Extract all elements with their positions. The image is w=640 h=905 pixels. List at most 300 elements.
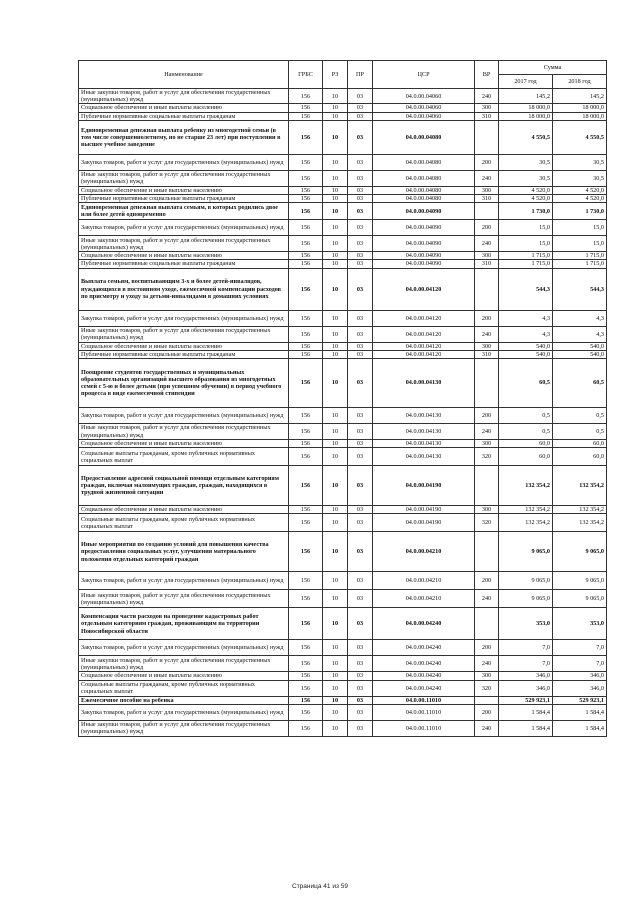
cell-name: Социальное обеспечение и иные выплаты населению bbox=[79, 252, 289, 260]
cell-sum-2017: 346,0 bbox=[499, 680, 553, 696]
table-row bbox=[79, 195, 607, 203]
header-vr: ВР bbox=[475, 61, 499, 89]
cell-grbs: 156 bbox=[289, 268, 323, 310]
cell-csr: 04.0.00.04130 bbox=[373, 448, 475, 466]
cell-pr: 03 bbox=[348, 268, 373, 310]
cell-vr: 300 bbox=[475, 186, 499, 194]
cell-sum-2018: 540,0 bbox=[553, 342, 607, 350]
cell-vr bbox=[475, 359, 499, 408]
cell-csr: 04.0.00.04190 bbox=[373, 466, 475, 506]
cell-sum-2018: 4 520,0 bbox=[553, 186, 607, 194]
cell-sum-2017: 60,0 bbox=[499, 440, 553, 448]
cell-rz: 10 bbox=[323, 236, 348, 252]
cell-name: Публичные нормативные социальные выплаты гражданам bbox=[79, 350, 289, 358]
cell-vr: 300 bbox=[475, 252, 499, 260]
cell-sum-2018: 15,0 bbox=[553, 236, 607, 252]
cell-vr bbox=[475, 268, 499, 310]
cell-pr: 03 bbox=[348, 514, 373, 532]
cell-name: Иные закупки товаров, работ и услуг для обеспечения государственных (муниципальных) нужд bbox=[79, 326, 289, 342]
cell-rz: 10 bbox=[323, 590, 348, 608]
cell-name: Закупка товаров, работ и услуг для государственных (муниципальных) нужд bbox=[79, 572, 289, 590]
cell-grbs: 156 bbox=[289, 448, 323, 466]
cell-name: Закупка товаров, работ и услуг для государственных (муниципальных) нужд bbox=[79, 408, 289, 424]
cell-rz: 10 bbox=[323, 506, 348, 514]
cell-sum-2017: 18 000,0 bbox=[499, 112, 553, 120]
cell-name: Публичные нормативные социальные выплаты гражданам bbox=[79, 195, 289, 203]
cell-grbs: 156 bbox=[289, 440, 323, 448]
cell-sum-2018: 1 584,4 bbox=[553, 720, 607, 736]
cell-csr: 04.0.00.04080 bbox=[373, 120, 475, 154]
cell-rz: 10 bbox=[323, 696, 348, 704]
cell-grbs: 156 bbox=[289, 640, 323, 656]
cell-csr: 04.0.00.04240 bbox=[373, 656, 475, 672]
table-row bbox=[79, 680, 607, 696]
cell-pr: 03 bbox=[348, 220, 373, 236]
cell-name: Социальное обеспечение и иные выплаты населению bbox=[79, 506, 289, 514]
cell-pr: 03 bbox=[348, 466, 373, 506]
cell-sum-2018: 15,0 bbox=[553, 220, 607, 236]
cell-sum-2017: 529 923,1 bbox=[499, 696, 553, 704]
cell-grbs: 156 bbox=[289, 104, 323, 112]
cell-grbs: 156 bbox=[289, 252, 323, 260]
cell-vr: 310 bbox=[475, 260, 499, 268]
table-row bbox=[79, 572, 607, 590]
cell-csr: 04.0.00.04210 bbox=[373, 572, 475, 590]
cell-vr: 300 bbox=[475, 672, 499, 680]
cell-sum-2018: 132 354,2 bbox=[553, 466, 607, 506]
cell-pr: 03 bbox=[348, 704, 373, 720]
cell-rz: 10 bbox=[323, 104, 348, 112]
cell-name: Закупка товаров, работ и услуг для государственных (муниципальных) нужд bbox=[79, 220, 289, 236]
cell-sum-2017: 353,0 bbox=[499, 608, 553, 640]
cell-csr: 04.0.00.04060 bbox=[373, 112, 475, 120]
table-row bbox=[79, 656, 607, 672]
cell-csr: 04.0.00.04130 bbox=[373, 440, 475, 448]
cell-pr: 03 bbox=[348, 680, 373, 696]
cell-csr: 04.0.00.04120 bbox=[373, 342, 475, 350]
table-row bbox=[79, 640, 607, 656]
cell-pr: 03 bbox=[348, 89, 373, 104]
cell-name: Компенсация части расходов на проведение кадастровых работ отдельным категориям граждан, проживающим на территории Новосибирской области bbox=[79, 608, 289, 640]
table-row bbox=[79, 203, 607, 220]
cell-vr: 240 bbox=[475, 720, 499, 736]
cell-pr: 03 bbox=[348, 350, 373, 358]
cell-csr: 04.0.00.04240 bbox=[373, 680, 475, 696]
cell-name: Социальное обеспечение и иные выплаты населению bbox=[79, 186, 289, 194]
cell-pr: 03 bbox=[348, 440, 373, 448]
cell-grbs: 156 bbox=[289, 120, 323, 154]
header-grbs: ГРБС bbox=[289, 61, 323, 89]
cell-csr: 04.0.00.04080 bbox=[373, 195, 475, 203]
cell-vr: 240 bbox=[475, 89, 499, 104]
table-row bbox=[79, 704, 607, 720]
cell-name: Социальные выплаты гражданам, кроме публичных нормативных социальных выплат bbox=[79, 514, 289, 532]
cell-sum-2018: 145,2 bbox=[553, 89, 607, 104]
cell-vr: 300 bbox=[475, 104, 499, 112]
cell-sum-2017: 9 065,0 bbox=[499, 532, 553, 572]
cell-sum-2018: 346,0 bbox=[553, 672, 607, 680]
cell-grbs: 156 bbox=[289, 608, 323, 640]
cell-rz: 10 bbox=[323, 342, 348, 350]
cell-rz: 10 bbox=[323, 424, 348, 440]
cell-pr: 03 bbox=[348, 104, 373, 112]
table-row bbox=[79, 89, 607, 104]
table-body bbox=[79, 89, 607, 737]
cell-vr: 300 bbox=[475, 342, 499, 350]
table-row bbox=[79, 220, 607, 236]
cell-sum-2018: 7,0 bbox=[553, 640, 607, 656]
table-row bbox=[79, 342, 607, 350]
cell-sum-2018: 18 000,0 bbox=[553, 104, 607, 112]
table-row bbox=[79, 252, 607, 260]
cell-rz: 10 bbox=[323, 252, 348, 260]
cell-pr: 03 bbox=[348, 506, 373, 514]
cell-vr: 300 bbox=[475, 440, 499, 448]
budget-table bbox=[78, 60, 607, 737]
cell-rz: 10 bbox=[323, 532, 348, 572]
cell-pr: 03 bbox=[348, 120, 373, 154]
cell-csr: 04.0.00.04090 bbox=[373, 203, 475, 220]
cell-csr: 04.0.00.04120 bbox=[373, 350, 475, 358]
cell-pr: 03 bbox=[348, 720, 373, 736]
table-row bbox=[79, 112, 607, 120]
cell-rz: 10 bbox=[323, 514, 348, 532]
cell-sum-2018: 529 923,1 bbox=[553, 696, 607, 704]
cell-rz: 10 bbox=[323, 704, 348, 720]
cell-sum-2018: 9 065,0 bbox=[553, 590, 607, 608]
cell-vr: 320 bbox=[475, 514, 499, 532]
cell-grbs: 156 bbox=[289, 466, 323, 506]
cell-rz: 10 bbox=[323, 268, 348, 310]
cell-vr: 200 bbox=[475, 572, 499, 590]
cell-grbs: 156 bbox=[289, 203, 323, 220]
cell-sum-2018: 9 065,0 bbox=[553, 572, 607, 590]
cell-rz: 10 bbox=[323, 466, 348, 506]
table-row bbox=[79, 532, 607, 572]
cell-name: Иные закупки товаров, работ и услуг для обеспечения государственных (муниципальных) нужд bbox=[79, 89, 289, 104]
table-row bbox=[79, 236, 607, 252]
cell-grbs: 156 bbox=[289, 112, 323, 120]
cell-grbs: 156 bbox=[289, 514, 323, 532]
cell-grbs: 156 bbox=[289, 186, 323, 194]
cell-name: Предоставление адресной социальной помощи отдельным категориям граждан, включая малоимущих граждан, граждан, находящихся в трудной жизненной ситуации bbox=[79, 466, 289, 506]
table-row bbox=[79, 350, 607, 358]
cell-name: Иные закупки товаров, работ и услуг для обеспечения государственных (муниципальных) нужд bbox=[79, 236, 289, 252]
cell-csr: 04.0.00.04060 bbox=[373, 89, 475, 104]
header-pr: ПР bbox=[348, 61, 373, 89]
cell-sum-2018: 1 715,0 bbox=[553, 252, 607, 260]
cell-sum-2017: 4,3 bbox=[499, 310, 553, 326]
cell-sum-2018: 60,0 bbox=[553, 448, 607, 466]
cell-grbs: 156 bbox=[289, 359, 323, 408]
cell-vr bbox=[475, 608, 499, 640]
cell-rz: 10 bbox=[323, 359, 348, 408]
cell-pr: 03 bbox=[348, 170, 373, 186]
cell-sum-2017: 544,3 bbox=[499, 268, 553, 310]
cell-csr: 04.0.00.04130 bbox=[373, 359, 475, 408]
cell-name: Ежемесячное пособие на ребенка bbox=[79, 696, 289, 704]
cell-grbs: 156 bbox=[289, 195, 323, 203]
cell-grbs: 156 bbox=[289, 350, 323, 358]
cell-csr: 04.0.00.04190 bbox=[373, 514, 475, 532]
cell-name: Иные мероприятия по созданию условий для повышения качества предоставления социальных услуг, улучшения материального положения отдельных категорий граждан bbox=[79, 532, 289, 572]
cell-sum-2018: 4 520,0 bbox=[553, 195, 607, 203]
cell-csr: 04.0.00.04240 bbox=[373, 672, 475, 680]
cell-rz: 10 bbox=[323, 260, 348, 268]
cell-pr: 03 bbox=[348, 656, 373, 672]
cell-csr: 04.0.00.04080 bbox=[373, 186, 475, 194]
cell-grbs: 156 bbox=[289, 506, 323, 514]
cell-sum-2018: 1 730,0 bbox=[553, 203, 607, 220]
cell-name: Социальные выплаты гражданам, кроме публичных нормативных социальных выплат bbox=[79, 448, 289, 466]
cell-sum-2017: 1 584,4 bbox=[499, 704, 553, 720]
cell-rz: 10 bbox=[323, 440, 348, 448]
cell-sum-2017: 1 715,0 bbox=[499, 260, 553, 268]
cell-sum-2017: 7,0 bbox=[499, 656, 553, 672]
cell-sum-2018: 30,5 bbox=[553, 170, 607, 186]
cell-pr: 03 bbox=[348, 112, 373, 120]
cell-pr: 03 bbox=[348, 532, 373, 572]
cell-rz: 10 bbox=[323, 89, 348, 104]
cell-csr: 04.0.00.04240 bbox=[373, 640, 475, 656]
cell-csr: 04.0.00.04090 bbox=[373, 252, 475, 260]
cell-grbs: 156 bbox=[289, 236, 323, 252]
cell-sum-2017: 60,0 bbox=[499, 448, 553, 466]
cell-rz: 10 bbox=[323, 572, 348, 590]
cell-grbs: 156 bbox=[289, 89, 323, 104]
cell-grbs: 156 bbox=[289, 590, 323, 608]
header-name: Наименование bbox=[79, 61, 289, 89]
cell-vr bbox=[475, 466, 499, 506]
cell-rz: 10 bbox=[323, 640, 348, 656]
cell-vr bbox=[475, 696, 499, 704]
cell-name: Единовременная денежная выплата семьям, в которых родились двое или более детей одновременно bbox=[79, 203, 289, 220]
cell-name: Иные закупки товаров, работ и услуг для обеспечения государственных (муниципальных) нужд bbox=[79, 170, 289, 186]
cell-rz: 10 bbox=[323, 656, 348, 672]
table-row bbox=[79, 672, 607, 680]
cell-grbs: 156 bbox=[289, 260, 323, 268]
cell-vr: 240 bbox=[475, 170, 499, 186]
cell-sum-2017: 540,0 bbox=[499, 350, 553, 358]
cell-csr: 04.0.00.04130 bbox=[373, 424, 475, 440]
cell-vr: 310 bbox=[475, 112, 499, 120]
table-row bbox=[79, 466, 607, 506]
cell-csr: 04.0.00.11010 bbox=[373, 704, 475, 720]
cell-sum-2018: 0,5 bbox=[553, 424, 607, 440]
cell-grbs: 156 bbox=[289, 704, 323, 720]
cell-grbs: 156 bbox=[289, 220, 323, 236]
table-row bbox=[79, 186, 607, 194]
cell-name: Поощрение студентов государственных и муниципальных образовательных организаций высшего образования из многодетных семей с 5-ю и более детьми (при успешном обучении) в период учебного процесса в виде ежемесячной стипендии bbox=[79, 359, 289, 408]
cell-vr: 200 bbox=[475, 220, 499, 236]
cell-grbs: 156 bbox=[289, 532, 323, 572]
table-row bbox=[79, 506, 607, 514]
cell-vr: 320 bbox=[475, 680, 499, 696]
cell-sum-2017: 1 730,0 bbox=[499, 203, 553, 220]
cell-pr: 03 bbox=[348, 154, 373, 170]
cell-sum-2018: 7,0 bbox=[553, 656, 607, 672]
cell-rz: 10 bbox=[323, 220, 348, 236]
table-row bbox=[79, 326, 607, 342]
cell-sum-2018: 544,3 bbox=[553, 268, 607, 310]
cell-sum-2018: 30,5 bbox=[553, 154, 607, 170]
cell-sum-2017: 9 065,0 bbox=[499, 590, 553, 608]
cell-rz: 10 bbox=[323, 720, 348, 736]
cell-vr: 240 bbox=[475, 656, 499, 672]
table-row bbox=[79, 514, 607, 532]
cell-rz: 10 bbox=[323, 350, 348, 358]
cell-name: Публичные нормативные социальные выплаты гражданам bbox=[79, 260, 289, 268]
cell-vr: 200 bbox=[475, 640, 499, 656]
page-number: Страница 41 из 59 bbox=[292, 883, 348, 890]
cell-sum-2017: 0,5 bbox=[499, 424, 553, 440]
cell-rz: 10 bbox=[323, 154, 348, 170]
cell-name: Публичные нормативные социальные выплаты гражданам bbox=[79, 112, 289, 120]
cell-sum-2017: 30,5 bbox=[499, 170, 553, 186]
cell-pr: 03 bbox=[348, 252, 373, 260]
cell-pr: 03 bbox=[348, 672, 373, 680]
table-row bbox=[79, 310, 607, 326]
cell-grbs: 156 bbox=[289, 424, 323, 440]
table-row bbox=[79, 608, 607, 640]
header-year-2018: 2018 год bbox=[553, 75, 607, 89]
cell-csr: 04.0.00.04190 bbox=[373, 506, 475, 514]
cell-sum-2018: 4,3 bbox=[553, 326, 607, 342]
cell-grbs: 156 bbox=[289, 154, 323, 170]
cell-sum-2017: 132 354,2 bbox=[499, 506, 553, 514]
cell-pr: 03 bbox=[348, 359, 373, 408]
cell-sum-2017: 0,5 bbox=[499, 408, 553, 424]
cell-csr: 04.0.00.11010 bbox=[373, 696, 475, 704]
cell-rz: 10 bbox=[323, 680, 348, 696]
cell-rz: 10 bbox=[323, 448, 348, 466]
cell-pr: 03 bbox=[348, 572, 373, 590]
cell-sum-2018: 4 550,5 bbox=[553, 120, 607, 154]
cell-pr: 03 bbox=[348, 640, 373, 656]
table-row bbox=[79, 154, 607, 170]
table-row bbox=[79, 170, 607, 186]
cell-vr: 310 bbox=[475, 195, 499, 203]
cell-pr: 03 bbox=[348, 608, 373, 640]
cell-pr: 03 bbox=[348, 236, 373, 252]
cell-name: Социальное обеспечение и иные выплаты населению bbox=[79, 342, 289, 350]
cell-csr: 04.0.00.11010 bbox=[373, 720, 475, 736]
cell-sum-2017: 4,3 bbox=[499, 326, 553, 342]
cell-name: Социальные выплаты гражданам, кроме публичных нормативных социальных выплат bbox=[79, 680, 289, 696]
cell-csr: 04.0.00.04120 bbox=[373, 310, 475, 326]
cell-pr: 03 bbox=[348, 326, 373, 342]
cell-name: Закупка товаров, работ и услуг для государственных (муниципальных) нужд bbox=[79, 154, 289, 170]
cell-pr: 03 bbox=[348, 186, 373, 194]
cell-sum-2018: 132 354,2 bbox=[553, 506, 607, 514]
header-year-2017: 2017 год bbox=[499, 75, 553, 89]
cell-rz: 10 bbox=[323, 326, 348, 342]
cell-csr: 04.0.00.04120 bbox=[373, 326, 475, 342]
cell-name: Единовременная денежная выплата ребенку из многодетной семьи (в том числе совершеннолетнему, но не старше 23 лет) при поступлении в высшее учебное заведение bbox=[79, 120, 289, 154]
table-row bbox=[79, 424, 607, 440]
cell-sum-2017: 30,5 bbox=[499, 154, 553, 170]
cell-rz: 10 bbox=[323, 203, 348, 220]
cell-sum-2017: 4 520,0 bbox=[499, 195, 553, 203]
table-row bbox=[79, 359, 607, 408]
cell-sum-2018: 9 065,0 bbox=[553, 532, 607, 572]
table-row bbox=[79, 448, 607, 466]
cell-sum-2017: 4 520,0 bbox=[499, 186, 553, 194]
cell-csr: 04.0.00.04240 bbox=[373, 608, 475, 640]
cell-name: Социальное обеспечение и иные выплаты населению bbox=[79, 440, 289, 448]
cell-name: Закупка товаров, работ и услуг для государственных (муниципальных) нужд bbox=[79, 704, 289, 720]
cell-csr: 04.0.00.04080 bbox=[373, 154, 475, 170]
cell-rz: 10 bbox=[323, 195, 348, 203]
cell-vr bbox=[475, 532, 499, 572]
cell-sum-2018: 540,0 bbox=[553, 350, 607, 358]
table-row bbox=[79, 720, 607, 736]
cell-csr: 04.0.00.04090 bbox=[373, 260, 475, 268]
cell-sum-2017: 4 550,5 bbox=[499, 120, 553, 154]
cell-grbs: 156 bbox=[289, 170, 323, 186]
cell-vr: 320 bbox=[475, 448, 499, 466]
cell-vr: 240 bbox=[475, 236, 499, 252]
cell-pr: 03 bbox=[348, 590, 373, 608]
cell-name: Иные закупки товаров, работ и услуг для обеспечения государственных (муниципальных) нужд bbox=[79, 590, 289, 608]
cell-grbs: 156 bbox=[289, 680, 323, 696]
cell-sum-2017: 60,5 bbox=[499, 359, 553, 408]
cell-rz: 10 bbox=[323, 112, 348, 120]
cell-sum-2018: 353,0 bbox=[553, 608, 607, 640]
cell-csr: 04.0.00.04060 bbox=[373, 104, 475, 112]
cell-name: Иные закупки товаров, работ и услуг для обеспечения государственных (муниципальных) нужд bbox=[79, 656, 289, 672]
cell-sum-2018: 18 000,0 bbox=[553, 112, 607, 120]
cell-pr: 03 bbox=[348, 408, 373, 424]
header-csr: ЦСР bbox=[373, 61, 475, 89]
cell-csr: 04.0.00.04120 bbox=[373, 268, 475, 310]
cell-csr: 04.0.00.04090 bbox=[373, 220, 475, 236]
cell-sum-2018: 1 584,4 bbox=[553, 704, 607, 720]
cell-vr: 300 bbox=[475, 506, 499, 514]
header-rz: РЗ bbox=[323, 61, 348, 89]
cell-grbs: 156 bbox=[289, 310, 323, 326]
cell-pr: 03 bbox=[348, 696, 373, 704]
cell-name: Социальное обеспечение и иные выплаты населению bbox=[79, 672, 289, 680]
cell-sum-2017: 145,2 bbox=[499, 89, 553, 104]
cell-grbs: 156 bbox=[289, 342, 323, 350]
cell-pr: 03 bbox=[348, 310, 373, 326]
cell-sum-2018: 0,5 bbox=[553, 408, 607, 424]
cell-csr: 04.0.00.04090 bbox=[373, 236, 475, 252]
table-row bbox=[79, 408, 607, 424]
cell-grbs: 156 bbox=[289, 672, 323, 680]
cell-sum-2017: 15,0 bbox=[499, 220, 553, 236]
table-row bbox=[79, 696, 607, 704]
cell-sum-2017: 1 584,4 bbox=[499, 720, 553, 736]
table-row bbox=[79, 268, 607, 310]
cell-sum-2018: 60,0 bbox=[553, 440, 607, 448]
cell-pr: 03 bbox=[348, 203, 373, 220]
cell-vr: 240 bbox=[475, 326, 499, 342]
cell-name: Социальное обеспечение и иные выплаты населению bbox=[79, 104, 289, 112]
cell-pr: 03 bbox=[348, 195, 373, 203]
cell-vr: 240 bbox=[475, 424, 499, 440]
cell-sum-2018: 132 354,2 bbox=[553, 514, 607, 532]
cell-csr: 04.0.00.04210 bbox=[373, 532, 475, 572]
cell-sum-2017: 9 065,0 bbox=[499, 572, 553, 590]
cell-vr: 200 bbox=[475, 154, 499, 170]
cell-grbs: 156 bbox=[289, 656, 323, 672]
cell-sum-2018: 4,3 bbox=[553, 310, 607, 326]
header-sum: Сумма bbox=[499, 61, 607, 75]
cell-pr: 03 bbox=[348, 260, 373, 268]
cell-grbs: 156 bbox=[289, 408, 323, 424]
